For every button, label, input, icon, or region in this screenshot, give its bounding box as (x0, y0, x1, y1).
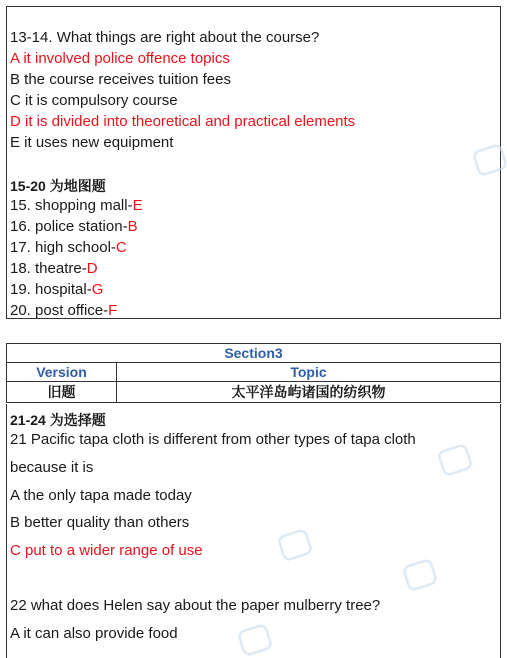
map-answer: C (115, 239, 127, 256)
mc-heading: 21-24 为选择题 (10, 412, 106, 428)
topic-header: Topic (117, 363, 501, 382)
map-item-18 (10, 260, 98, 277)
section3-content (6, 404, 501, 658)
q21-option-a: A the only tapa made today (10, 487, 192, 504)
map-label: 16. police station- (10, 218, 128, 235)
version-value: 旧题 (7, 382, 117, 403)
question-22: 22 what does Helen say about the paper mulberry tree? (10, 597, 381, 614)
option-c: C it is compulsory course (10, 92, 178, 109)
section3-title: Section3 (7, 344, 501, 363)
map-answer: G (91, 281, 104, 298)
map-answer: E (132, 197, 143, 214)
option-e: E it uses new equipment (10, 134, 174, 151)
map-label: 19. hospital- (10, 281, 92, 298)
version-header: Version (7, 363, 117, 382)
map-heading: 15-20 为地图题 (10, 178, 106, 194)
q21-option-c: C put to a wider range of use (10, 542, 203, 559)
question-21-line1: 21 Pacific tapa cloth is different from other types of tapa cloth (10, 431, 416, 448)
section1-box (6, 6, 501, 319)
map-item-16 (10, 218, 138, 235)
map-answer: D (86, 260, 98, 277)
map-item-17 (10, 239, 127, 256)
q22-option-a: A it can also provide food (10, 625, 178, 642)
option-a: A it involved police offence topics (10, 50, 230, 67)
question-21-line2: because it is (10, 459, 94, 476)
map-answer: B (127, 218, 138, 235)
option-b: B the course receives tuition fees (10, 71, 231, 88)
section3-header-table (6, 343, 501, 403)
map-item-20 (10, 302, 117, 319)
map-label: 18. theatre- (10, 260, 87, 277)
question-13-14: 13-14. What things are right about the course? (10, 29, 320, 46)
map-label: 20. post office- (10, 302, 109, 319)
map-item-19 (10, 281, 103, 298)
map-item-15 (10, 197, 143, 214)
option-d: D it is divided into theoretical and practical elements (10, 113, 356, 130)
q21-option-b: B better quality than others (10, 514, 190, 531)
map-answer: F (108, 302, 118, 319)
topic-value: 太平洋岛屿诸国的纺织物 (117, 382, 501, 403)
map-label: 15. shopping mall- (10, 197, 133, 214)
map-label: 17. high school- (10, 239, 116, 256)
